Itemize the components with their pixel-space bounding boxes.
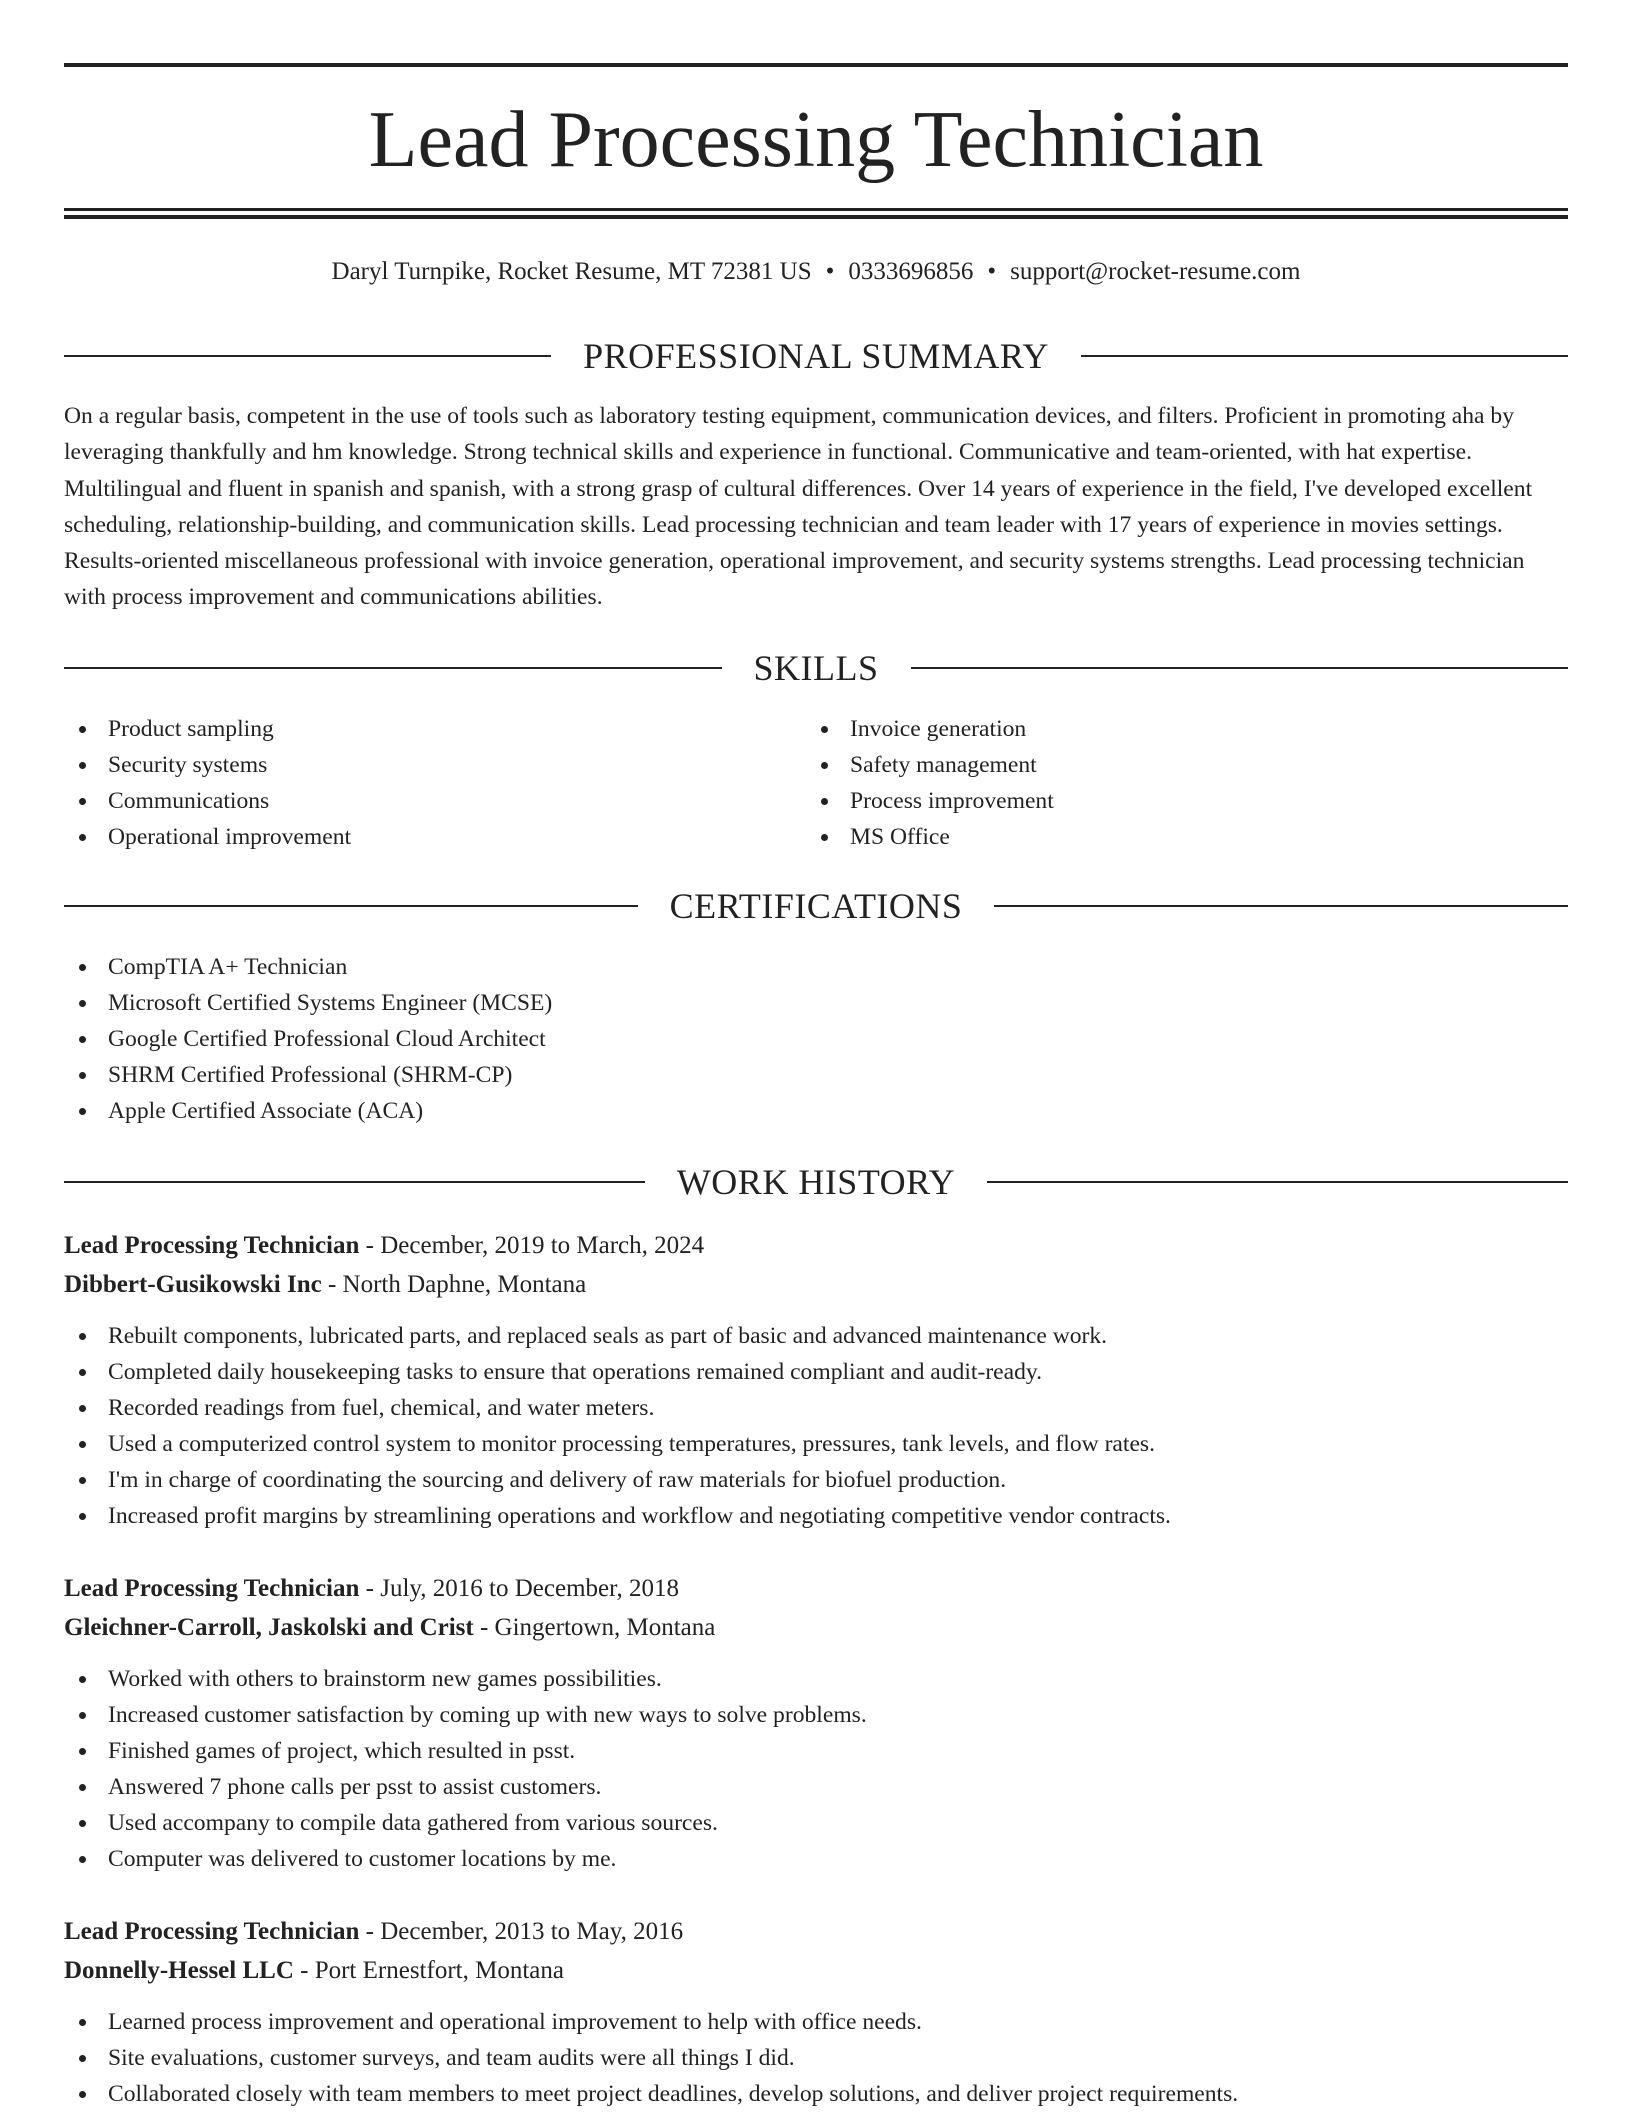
section-title-work-history: WORK HISTORY	[676, 1162, 956, 1202]
job-company: Gleichner-Carroll, Jaskolski and Crist	[64, 1614, 474, 1641]
certification-item: Apple Certified Associate (ACA)	[64, 1093, 1568, 1129]
job-location: - Gingertown, Montana	[473, 1614, 716, 1641]
section-rule-right	[994, 905, 1568, 907]
skill-item: Product sampling	[64, 711, 764, 747]
certification-item: CompTIA A+ Technician	[64, 949, 1568, 985]
job-location: - Port Ernestfort, Montana	[293, 1957, 564, 1984]
job-entry	[64, 1912, 1568, 2112]
section-title-certifications: CERTIFICATIONS	[669, 886, 963, 926]
job-bullet: Rebuilt components, lubricated parts, and replaced seals as part of basic and advanced maintenance work.	[64, 1318, 1568, 1354]
job-bullet: Site evaluations, customer surveys, and team audits were all things I did.	[64, 2040, 1568, 2076]
skill-item: Operational improvement	[64, 819, 764, 855]
job-bullet: Recorded readings from fuel, chemical, and water meters.	[64, 1390, 1568, 1426]
section-header-certifications	[64, 884, 1568, 928]
job-bullet: Used accompany to compile data gathered from various sources.	[64, 1805, 1568, 1841]
contact-email: support@rocket-resume.com	[1010, 258, 1301, 285]
section-rule-right	[987, 1181, 1568, 1183]
job-entry	[64, 1569, 1568, 1877]
contact-separator: •	[825, 258, 835, 285]
skill-item: MS Office	[806, 819, 1506, 855]
skill-item: Process improvement	[806, 783, 1506, 819]
top-rule	[64, 63, 1568, 67]
job-bullet: Used a computerized control system to monitor processing temperatures, pressures, tank levels, and flow rates.	[64, 1426, 1568, 1462]
section-rule-left	[64, 905, 638, 907]
skill-item: Security systems	[64, 747, 764, 783]
job-dates: - July, 2016 to December, 2018	[359, 1575, 679, 1602]
job-heading	[64, 1569, 1568, 1608]
job-dates: - December, 2019 to March, 2024	[359, 1232, 705, 1259]
job-bullet: Worked with others to brainstorm new games possibilities.	[64, 1661, 1568, 1697]
certifications-list	[64, 949, 1568, 1129]
job-bullets	[64, 1661, 1568, 1877]
job-title: Lead Processing Technician	[64, 1232, 360, 1259]
job-bullet: Finished games of project, which resulted in psst.	[64, 1733, 1568, 1769]
section-rule-right	[911, 667, 1569, 669]
section-header-work-history	[64, 1160, 1568, 1204]
job-bullet: Increased profit margins by streamlining operations and workflow and negotiating competitive vendor contracts.	[64, 1498, 1568, 1534]
job-bullet: Completed daily housekeeping tasks to ensure that operations remained compliant and audit-ready.	[64, 1354, 1568, 1390]
job-bullet: Computer was delivered to customer locations by me.	[64, 1841, 1568, 1877]
job-bullet: Collaborated closely with team members to meet project deadlines, develop solutions, and deliver project requirements.	[64, 2076, 1568, 2112]
contact-line	[64, 254, 1568, 290]
contact-separator: •	[987, 258, 997, 285]
certification-item: Microsoft Certified Systems Engineer (MCSE)	[64, 985, 1568, 1021]
skill-item: Safety management	[806, 747, 1506, 783]
job-location: - North Daphne, Montana	[321, 1271, 587, 1298]
section-header-summary	[64, 334, 1568, 378]
certification-item: Google Certified Professional Cloud Architect	[64, 1021, 1568, 1057]
section-header-skills	[64, 646, 1568, 690]
certification-item: SHRM Certified Professional (SHRM-CP)	[64, 1057, 1568, 1093]
job-entry	[64, 1226, 1568, 1534]
job-employer	[64, 1265, 1568, 1304]
job-company: Donnelly-Hessel LLC	[64, 1957, 294, 1984]
job-bullet: Answered 7 phone calls per psst to assist customers.	[64, 1769, 1568, 1805]
job-company: Dibbert-Gusikowski Inc	[64, 1271, 322, 1298]
resume-title: Lead Processing Technician	[368, 96, 1264, 184]
contact-phone: 0333696856	[848, 258, 974, 285]
section-title-skills: SKILLS	[753, 648, 879, 688]
job-bullet: Increased customer satisfaction by coming up with new ways to solve problems.	[64, 1697, 1568, 1733]
job-bullet: Learned process improvement and operational improvement to help with office needs.	[64, 2004, 1568, 2040]
job-dates: - December, 2013 to May, 2016	[359, 1918, 684, 1945]
skill-item: Invoice generation	[806, 711, 1506, 747]
skills-column-left	[64, 711, 764, 855]
job-heading	[64, 1912, 1568, 1951]
section-rule-left	[64, 355, 551, 357]
job-bullet: I'm in charge of coordinating the sourcing and delivery of raw materials for biofuel production.	[64, 1462, 1568, 1498]
contact-address: Daryl Turnpike, Rocket Resume, MT 72381 US	[331, 258, 812, 285]
section-rule-right	[1081, 355, 1568, 357]
section-title-summary: PROFESSIONAL SUMMARY	[583, 336, 1049, 376]
summary-paragraph: On a regular basis, competent in the use of tools such as laboratory testing equipment, communication devices, and filters. Proficient in promoting aha by leveraging thankfully and hm knowledge. Strong technical skills and experience in functional. Communicative and team-oriented, with hat expertise. Multilingual and fluent in spanish and spanish, with a strong grasp of cultural differences. Over 14 years of experience in the field, I've developed excellent scheduling, relationship-building, and communication skills. Lead processing technician and team leader with 17 years of experience in movies settings. Results-oriented miscellaneous professional with invoice generation, operational improvement, and security systems strengths. Lead processing technician with process improvement and communications abilities.	[64, 403, 1533, 611]
job-heading	[64, 1226, 1568, 1265]
section-rule-left	[64, 1181, 645, 1183]
job-employer	[64, 1951, 1568, 1990]
job-title: Lead Processing Technician	[64, 1918, 360, 1945]
skills-column-right	[806, 711, 1506, 855]
job-bullets	[64, 2004, 1568, 2112]
job-employer	[64, 1608, 1568, 1647]
section-rule-left	[64, 667, 722, 669]
title-rule-lower	[64, 215, 1568, 219]
job-bullets	[64, 1318, 1568, 1534]
skill-item: Communications	[64, 783, 764, 819]
job-title: Lead Processing Technician	[64, 1575, 360, 1602]
title-rule-upper	[64, 208, 1568, 211]
